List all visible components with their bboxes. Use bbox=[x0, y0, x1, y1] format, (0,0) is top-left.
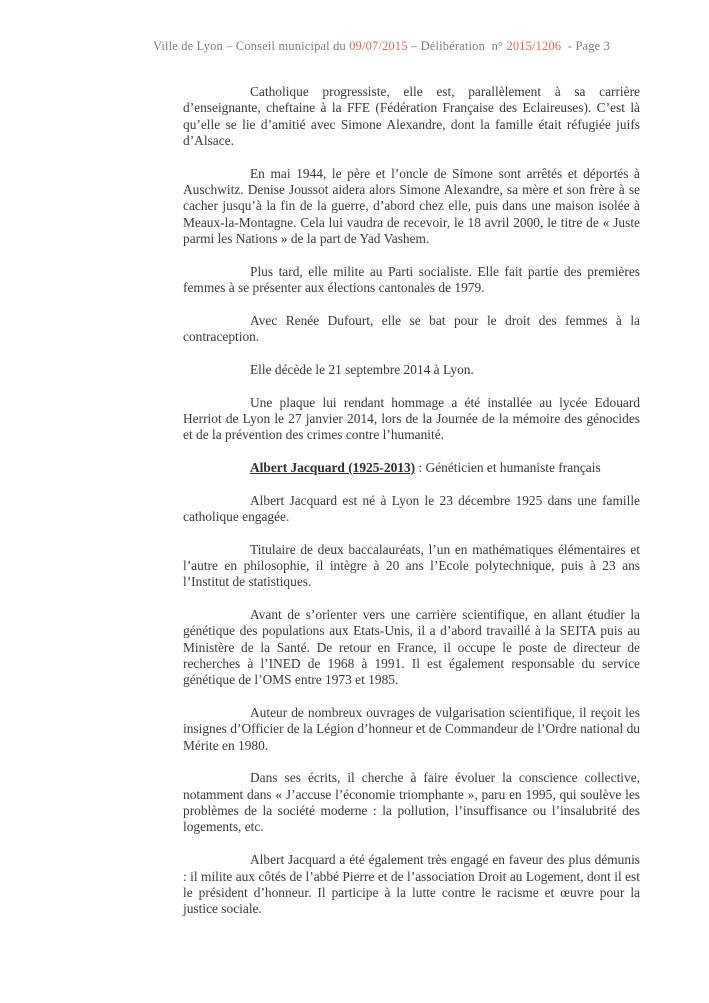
page-header bbox=[54, 39, 709, 54]
paragraph-catholique-progressiste: Catholique progressiste, elle est, parallèlement à sa carrière d’enseignante, cheftaine à la FFE (Fédération Française des Eclaireuses). C’est là qu’elle se lie d’amitié avec Simone Alexandre, dont la famille était réfugiée juifs d’Alsace. bbox=[183, 84, 640, 149]
header-separator: – Délibération n° bbox=[407, 39, 507, 53]
paragraph-engagement-demunis: Albert Jacquard a été également très engagé en faveur des plus démunis : il milite aux côtés de l’abbé Pierre et de l’association Droit au Logement, dont il est le président d’honneur. Il participe à la lutte contre le racisme et œuvre pour la justice sociale. bbox=[183, 852, 640, 917]
heading-title: Albert Jacquard (1925-2013) bbox=[250, 459, 416, 475]
document-body bbox=[183, 84, 640, 934]
header-page-number: - Page 3 bbox=[561, 39, 611, 53]
paragraph-plaque-hommage: Une plaque lui rendant hommage a été installée au lycée Edouard Herriot de Lyon le 27 janvier 2014, lors de la Journée de la mémoire des génocides et de la prévention des crimes contre l’humanité. bbox=[183, 394, 640, 443]
paragraph-baccalaureats: Titulaire de deux baccalauréats, l’un en mathématiques élémentaires et l’autre en philosophie, il intègre à 20 ans l’Ecole polytechnique, puis à 23 ans l’Institut de statistiques. bbox=[183, 541, 640, 590]
paragraph-mai-1944: En mai 1944, le père et l’oncle de Simone sont arrêtés et déportés à Auschwitz. Denise Joussot aidera alors Simone Alexandre, sa mère et son frère à se cacher jusqu’à la fin de la guerre, d’abord chez elle, puis dans une maison isolée à Meaux-la-Montagne. Cela lui vaudra de recevoir, le 18 avril 2000, le titre de « Juste parmi les Nations » de la part de Yad Vashem. bbox=[183, 165, 640, 247]
section-heading-albert-jacquard bbox=[183, 460, 640, 476]
header-deliberation-number: 2015/1206 bbox=[506, 39, 562, 53]
paragraph-carriere-scientifique: Avant de s’orienter vers une carrière scientifique, en allant étudier la génétique des populations aux Etats-Unis, il a d’abord travaillé à la SEITA puis au Ministère de la Santé. De retour en France, il occupe le poste de directeur de recherches à l’INED de 1968 à 1991. Il est également responsable du service génétique de l’OMS entre 1973 et 1985. bbox=[183, 607, 640, 688]
heading-subtitle: : Généticien et humaniste français bbox=[415, 459, 601, 475]
paragraph-deces: Elle décède le 21 septembre 2014 à Lyon. bbox=[250, 361, 474, 377]
paragraph-ecrits: Dans ses écrits, il cherche à faire évoluer la conscience collective, notamment dans « J’accuse l’économie triomphante », paru en 1995, qui soulève les problèmes de la société moderne : la pollution, l’insuffisance ou l’insalubrité des logements, etc. bbox=[183, 770, 640, 835]
paragraph-naissance-jacquard: Albert Jacquard est né à Lyon le 23 décembre 1925 dans une famille catholique engagée. bbox=[183, 492, 640, 524]
header-prefix: Ville de Lyon – Conseil municipal du bbox=[152, 39, 350, 53]
paragraph-ouvrages: Auteur de nombreux ouvrages de vulgarisation scientifique, il reçoit les insignes d’Officier de la Légion d’honneur et de Commandeur de l’Ordre national du Mérite en 1980. bbox=[183, 705, 640, 753]
header-session-date: 09/07/2015 bbox=[349, 39, 408, 53]
paragraph-parti-socialiste: Plus tard, elle milite au Parti socialiste. Elle fait partie des premières femmes à se présenter aux élections cantonales de 1979. bbox=[183, 263, 640, 296]
paragraph-renee-dufourt: Avec Renée Dufourt, elle se bat pour le droit des femmes à la contraception. bbox=[183, 312, 640, 345]
